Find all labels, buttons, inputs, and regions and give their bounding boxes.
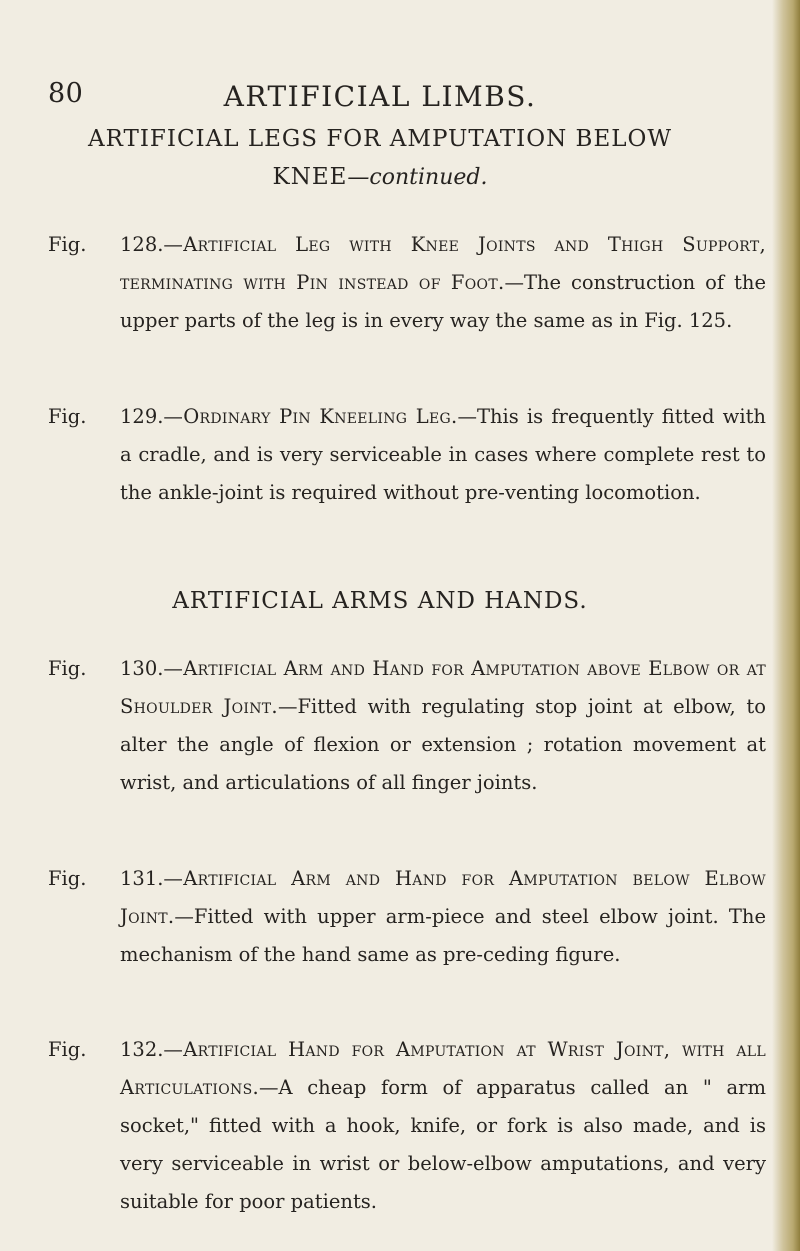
fig-description: —Fitted with regulating stop joint at elbow, to alter the angle of flexion or extension ; rotation movement at wrist, and articulations of all finger joints. <box>120 695 767 794</box>
figure-entry-128 <box>48 226 766 340</box>
section-heading-arms-line: ARTIFICIAL ARMS AND HANDS. <box>172 588 588 614</box>
running-head <box>0 78 800 118</box>
figure-entry-132 <box>48 1031 766 1221</box>
fig-description: —This is frequently fitted with a cradle, and is very serviceable in cases where complete rest to the ankle-joint is required without pre-venting locomotion. <box>120 405 766 504</box>
fig-label: Fig. <box>48 233 87 256</box>
fig-number: 128. <box>120 233 164 256</box>
continued-label: —continued. <box>347 165 488 190</box>
fig-title: —Artificial Leg with Knee Joints and Thigh Support, terminating with Pin instead of Foot. <box>120 233 766 294</box>
section-heading-arms <box>0 582 760 620</box>
section-heading-legs <box>0 120 760 197</box>
fig-label: Fig. <box>48 1038 87 1061</box>
fig-title: —Ordinary Pin Kneeling Leg. <box>163 405 458 428</box>
fig-number: 132. <box>120 1038 164 1061</box>
page-binding-edge <box>772 0 800 1251</box>
figure-entry-129 <box>48 398 766 512</box>
fig-description: —A cheap form of apparatus called an " arm socket," fitted with a hook, knife, or fork is also made, and is very serviceable in wrist or below-elbow amputations, and very suitable for poor patients. <box>120 1076 766 1213</box>
figure-entry-131 <box>48 860 766 974</box>
fig-label: Fig. <box>48 405 87 428</box>
figure-entry-130 <box>48 650 767 802</box>
fig-title: —Artificial Arm and Hand for Amputation below Elbow Joint. <box>120 867 766 928</box>
section-heading-legs-line2 <box>0 158 760 197</box>
section-heading-legs-knee: KNEE <box>272 164 348 190</box>
fig-title: —Artificial Hand for Amputation at Wrist Joint, with all Articulations. <box>120 1038 766 1099</box>
section-heading-legs-line1: ARTIFICIAL LEGS FOR AMPUTATION BELOW <box>87 126 673 152</box>
fig-number: 130. <box>120 657 164 680</box>
fig-number: 129. <box>120 405 164 428</box>
fig-number: 131. <box>120 867 164 890</box>
fig-label: Fig. <box>48 657 87 680</box>
page-number: 80 <box>48 78 84 109</box>
fig-description: —Fitted with upper arm-piece and steel elbow joint. The mechanism of the hand same as pre-ceding figure. <box>120 905 766 966</box>
fig-label: Fig. <box>48 867 87 890</box>
running-title: ARTIFICIAL LIMBS. <box>223 80 537 113</box>
fig-description: —The construction of the upper parts of the leg is in every way the same as in Fig. 125. <box>120 271 766 332</box>
fig-title: —Artificial Arm and Hand for Amputation above Elbow or at Shoulder Joint. <box>120 657 766 718</box>
